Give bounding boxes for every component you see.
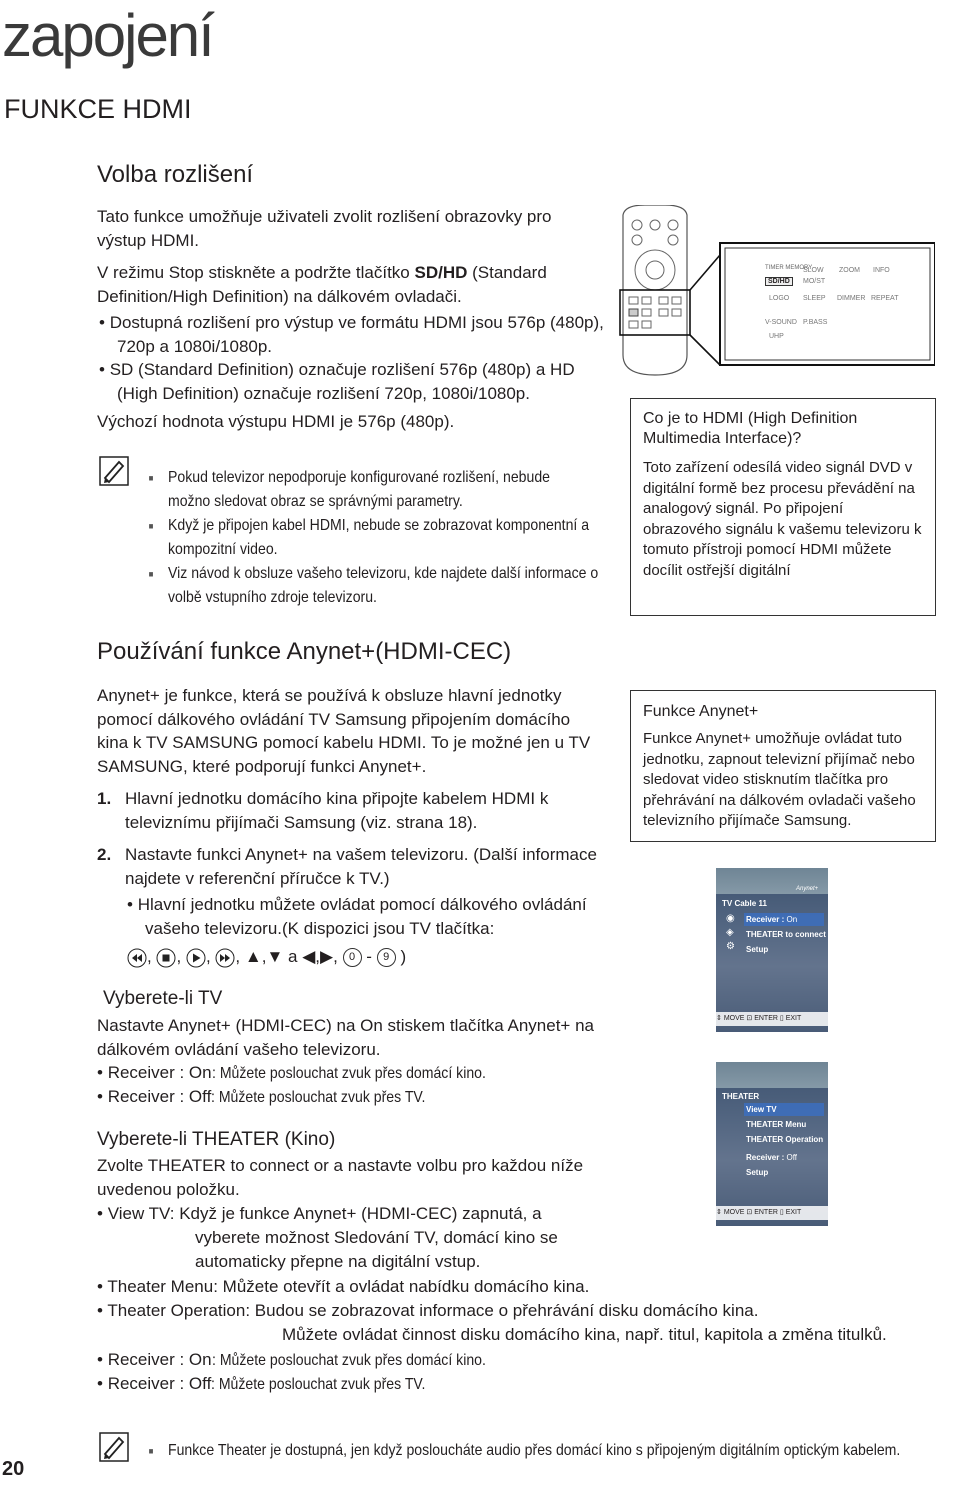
osd-item: THEATER Operation — [746, 1135, 824, 1144]
page-number: 20 — [2, 1458, 25, 1480]
osd-item: THEATER Menu — [746, 1120, 807, 1129]
remote-label: SLOW — [803, 267, 824, 274]
remote-label: REPEAT — [871, 295, 899, 302]
tv-item-receiver-off: • Receiver : Off: Můžete poslouchat zvuk přes TV. — [97, 1087, 426, 1106]
tv-body: Nastavte Anynet+ (HDMI-CEC) na On stiskem tlačítka Anynet+ na dálkovém ovládání vašeho televizoru. — [97, 1016, 594, 1059]
theater-item-operation: • Theater Operation: Budou se zobrazovat informace o přehrávání disku domácího kina. — [97, 1301, 759, 1320]
anynet-heading: Používání funkce Anynet+(HDMI-CEC) — [97, 638, 512, 665]
remote-label: DIMMER — [837, 295, 866, 302]
tv-osd-screenshot-2 — [716, 1062, 828, 1226]
anynet-intro: Anynet+ je funkce, která se používá k obsluze hlavní jednotky pomocí dálkového ovládání TV Samsung připojením domácího kina k TV SAMSUNG pomocí kabelu HDMI. To je možné jen u TV SAMSUNG, které podporují funkci Anynet+. — [97, 686, 591, 776]
tv-osd-screenshot-1 — [716, 868, 828, 1032]
theater-item-operation-cont: Můžete ovládat činnost disku domácího kina, např. titul, kapitola a změna titulků. — [282, 1325, 887, 1344]
hdmi-info-body: Toto zařízení odesílá video signál DVD v digitální formě bez procesu převádění na analogový signál. Po připojení obrazového signálu k vašemu televizoru k tomuto přístroji pomocí HDMI můžete docílit ostřejší digitální — [643, 459, 922, 579]
note-item: ■ Když je připojen kabel HDMI, nebude se zobrazovat komponentní a kompozitní video. — [168, 514, 617, 561]
osd-item: Setup — [746, 1168, 769, 1177]
remote-label: INFO — [873, 267, 890, 274]
tv-buttons-line: , , , , ▲,▼ a ◀,▶, 0 - 9 ) — [127, 945, 406, 969]
resolution-intro: Tato funkce umožňuje uživateli zvolit rozlišení obrazovky pro výstup HDMI. — [97, 207, 552, 250]
remote-label: UHP — [769, 333, 784, 340]
theater-item-view-tv: • View TV: Když je funkce Anynet+ (HDMI-CEC) zapnutá, a — [97, 1204, 542, 1223]
note-item: ■ Pokud televizor nepodporuje konfigurované rozlišení, nebude možno sledovat obraz se správnými parametry. — [168, 466, 590, 513]
remote-label: LOGO — [769, 295, 790, 302]
osd-icons: ◉ ◈ ⚙ — [726, 913, 735, 952]
note-icon — [99, 1432, 129, 1462]
theater-item-view-tv-cont: vyberete možnost Sledování TV, domácí kino se — [195, 1228, 558, 1247]
osd-item: Receiver : On — [746, 915, 798, 924]
theater-item-receiver-off: • Receiver : Off: Můžete poslouchat zvuk přes TV. — [97, 1374, 426, 1393]
anynet-step-2: 2. Nastavte funkci Anynet+ na vašem televizoru. (Další informace najdete v referenční příručce k TV.) — [97, 845, 597, 888]
osd-title: THEATER — [722, 1092, 760, 1101]
anynet-step-1: 1. Hlavní jednotku domácího kina připojte kabelem HDMI k televiznímu přijímači Samsung (viz. strana 18). — [97, 789, 549, 832]
remote-label: P.BASS — [803, 319, 828, 326]
remote-label: TIMER MEMORY — [765, 265, 813, 271]
theater-item-receiver-on: • Receiver : On: Můžete poslouchat zvuk přes domácí kino. — [97, 1350, 486, 1369]
fast-forward-icon — [215, 948, 235, 968]
theater-body: Zvolte THEATER to connect or a nastavte volbu pro každou níže uvedenou položku. — [97, 1156, 584, 1199]
remote-illustration — [615, 205, 935, 397]
remote-label: ZOOM — [839, 267, 860, 274]
stop-icon — [156, 948, 176, 968]
footer-note: ■ Funkce Theater je dostupná, jen když posloucháte audio přes domácí kino s připojeným digitálním optickým kabelem. — [168, 1439, 942, 1463]
hdmi-info-box — [630, 398, 936, 616]
osd-brand: Anynet+ — [796, 886, 819, 892]
arrow-down-icon: ▼ — [266, 947, 284, 966]
chapter-title: zapojení — [2, 2, 213, 69]
osd-item: Receiver : Off — [746, 1153, 798, 1162]
anynet-info-title: Funkce Anynet+ — [643, 703, 759, 720]
rewind-icon — [127, 948, 147, 968]
osd-item: Setup — [746, 945, 769, 954]
section-title: FUNKCE HDMI — [4, 94, 192, 124]
resolution-default: Výchozí hodnota výstupu HDMI je 576p (480p). — [97, 412, 455, 431]
anynet-step-bullet: • Hlavní jednotku můžete ovládat pomocí dálkového ovládání vašeho televizoru.(K dispozici jsou TV tlačítka: — [127, 895, 587, 938]
sd-hd-button: SD/HD — [765, 277, 793, 286]
anynet-info-body: Funkce Anynet+ umožňuje ovládat tuto jednotku, zapnout televizní přijímač nebo sledovat video stisknutím tlačítka pro přehrávání na dálkovém ovladači vašeho televizního přijímače Samsung. — [643, 730, 916, 829]
note-item: ■ Viz návod k obsluze vašeho televizoru, kde najdete další informace o volbě vstupního zdroje televizoru. — [168, 562, 626, 609]
theater-heading: Vyberete-li THEATER (Kino) — [97, 1129, 336, 1150]
note-icon — [99, 456, 129, 486]
resolution-bullet-1: • Dostupná rozlišení pro výstup ve formátu HDMI jsou 576p (480p), 720p a 1080i/1080p. — [99, 313, 604, 356]
tv-item-receiver-on: • Receiver : On: Můžete poslouchat zvuk přes domácí kino. — [97, 1063, 486, 1082]
number-9-icon: 9 — [377, 948, 396, 967]
resolution-instruction: V režimu Stop stiskněte a podržte tlačítko SD/HD (Standard Definition/High Definition) na dálkovém ovladači. — [97, 263, 547, 306]
osd-footer: ⇕ MOVE ⊡ ENTER ▯ EXIT — [716, 1012, 828, 1026]
theater-item-view-tv-cont: automaticky přepne na digitální vstup. — [195, 1252, 481, 1271]
arrow-up-icon: ▲ — [244, 947, 262, 966]
hdmi-info-title: Co je to HDMI (High Definition Multimedia Interface)? — [643, 410, 858, 447]
osd-footer: ⇕ MOVE ⊡ ENTER ▯ EXIT — [716, 1206, 828, 1220]
resolution-heading: Volba rozlišení — [97, 161, 254, 188]
remote-label: SLEEP — [803, 295, 826, 302]
osd-item: View TV — [746, 1105, 777, 1114]
osd-title: TV Cable 11 — [722, 899, 767, 908]
remote-label: V-SOUND — [765, 319, 797, 326]
remote-label: MO/ST — [803, 278, 826, 285]
theater-item-menu: • Theater Menu: Můžete otevřít a ovládat nabídku domácího kina. — [97, 1277, 590, 1296]
resolution-bullet-2: • SD (Standard Definition) označuje rozlišení 576p (480p) a HD (High Definition) označuje rozlišení 720p, 1080i/1080p. — [99, 360, 575, 403]
play-icon — [186, 948, 206, 968]
number-0-icon: 0 — [343, 948, 362, 967]
tv-heading: Vyberete-li TV — [103, 988, 223, 1009]
osd-item: THEATER to connect — [746, 930, 826, 939]
anynet-info-box — [630, 690, 936, 842]
arrow-right-icon: ▶ — [320, 947, 334, 966]
arrow-left-icon: ◀ — [302, 947, 316, 966]
